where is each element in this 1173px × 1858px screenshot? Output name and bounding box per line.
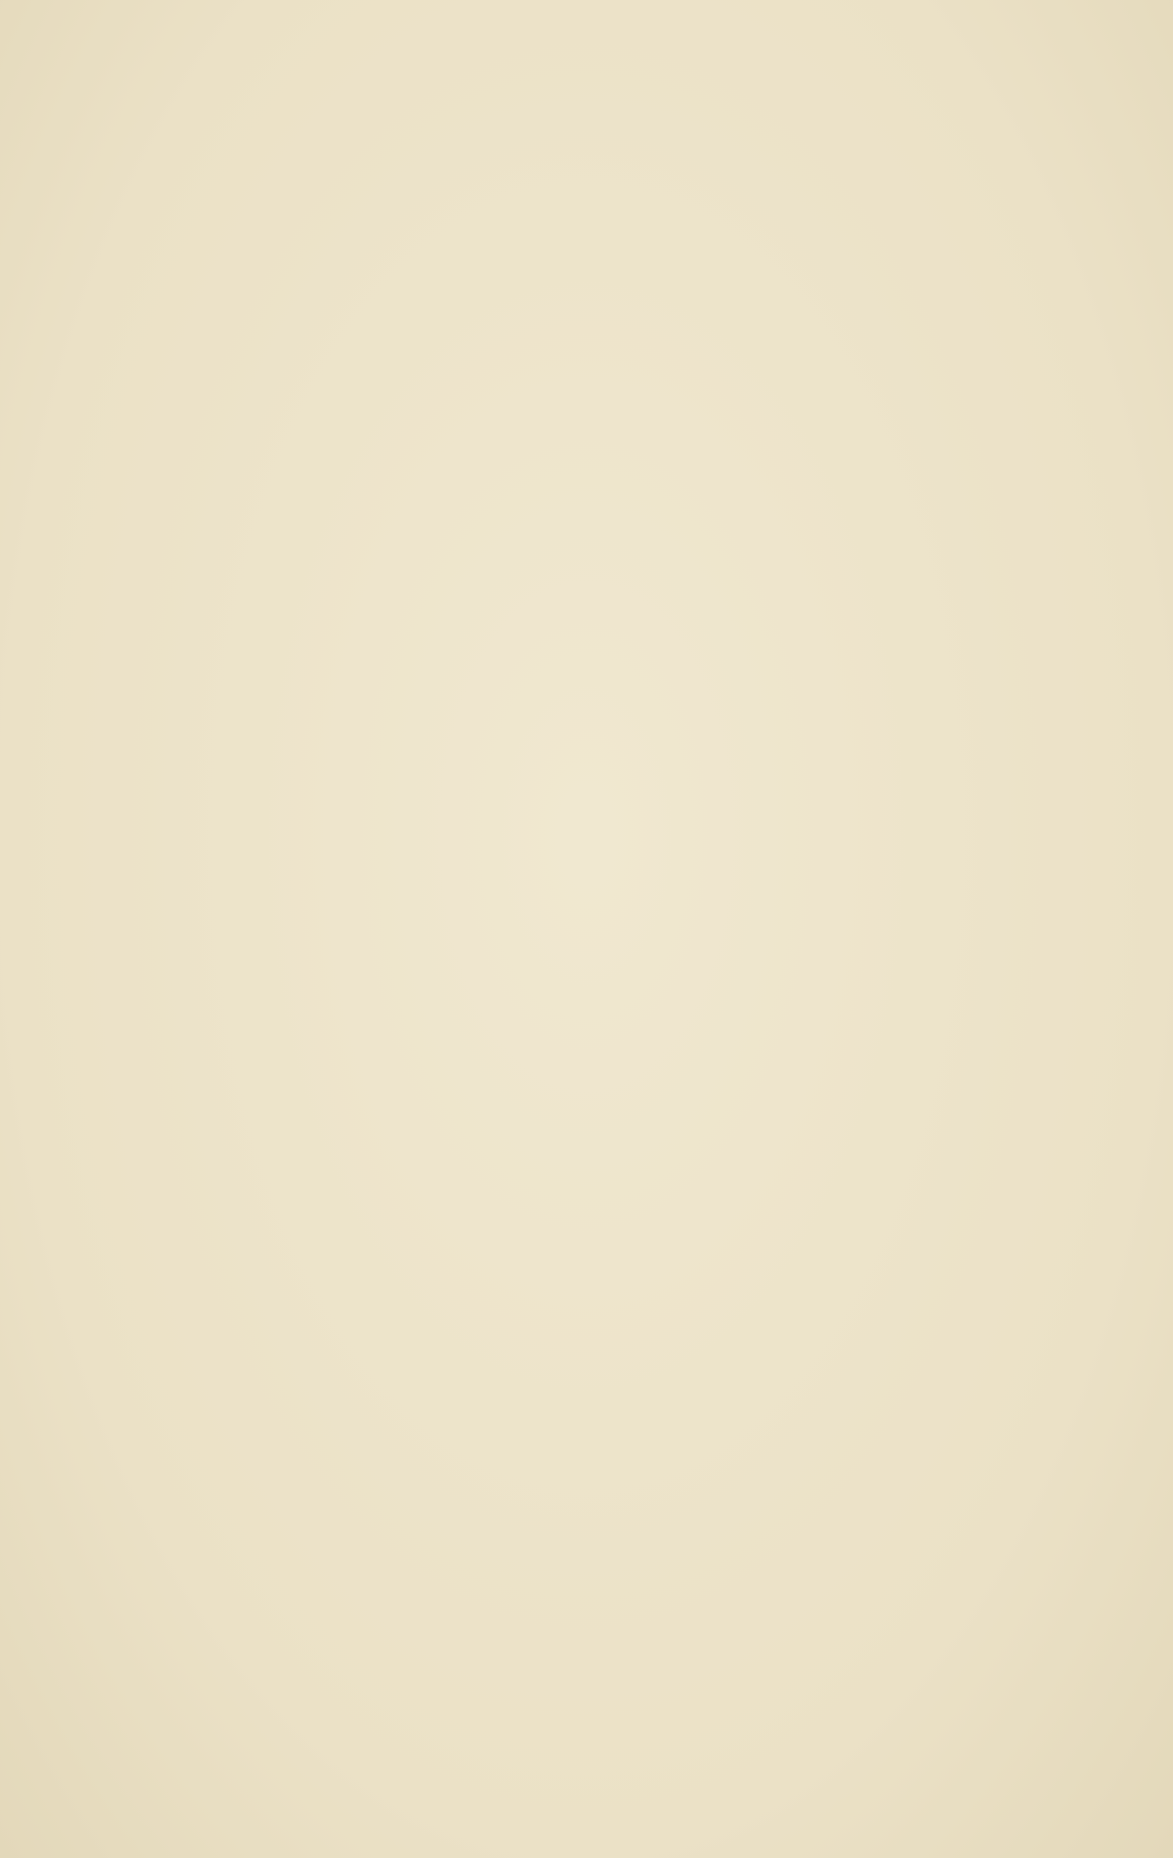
body-text bbox=[172, 168, 1124, 198]
